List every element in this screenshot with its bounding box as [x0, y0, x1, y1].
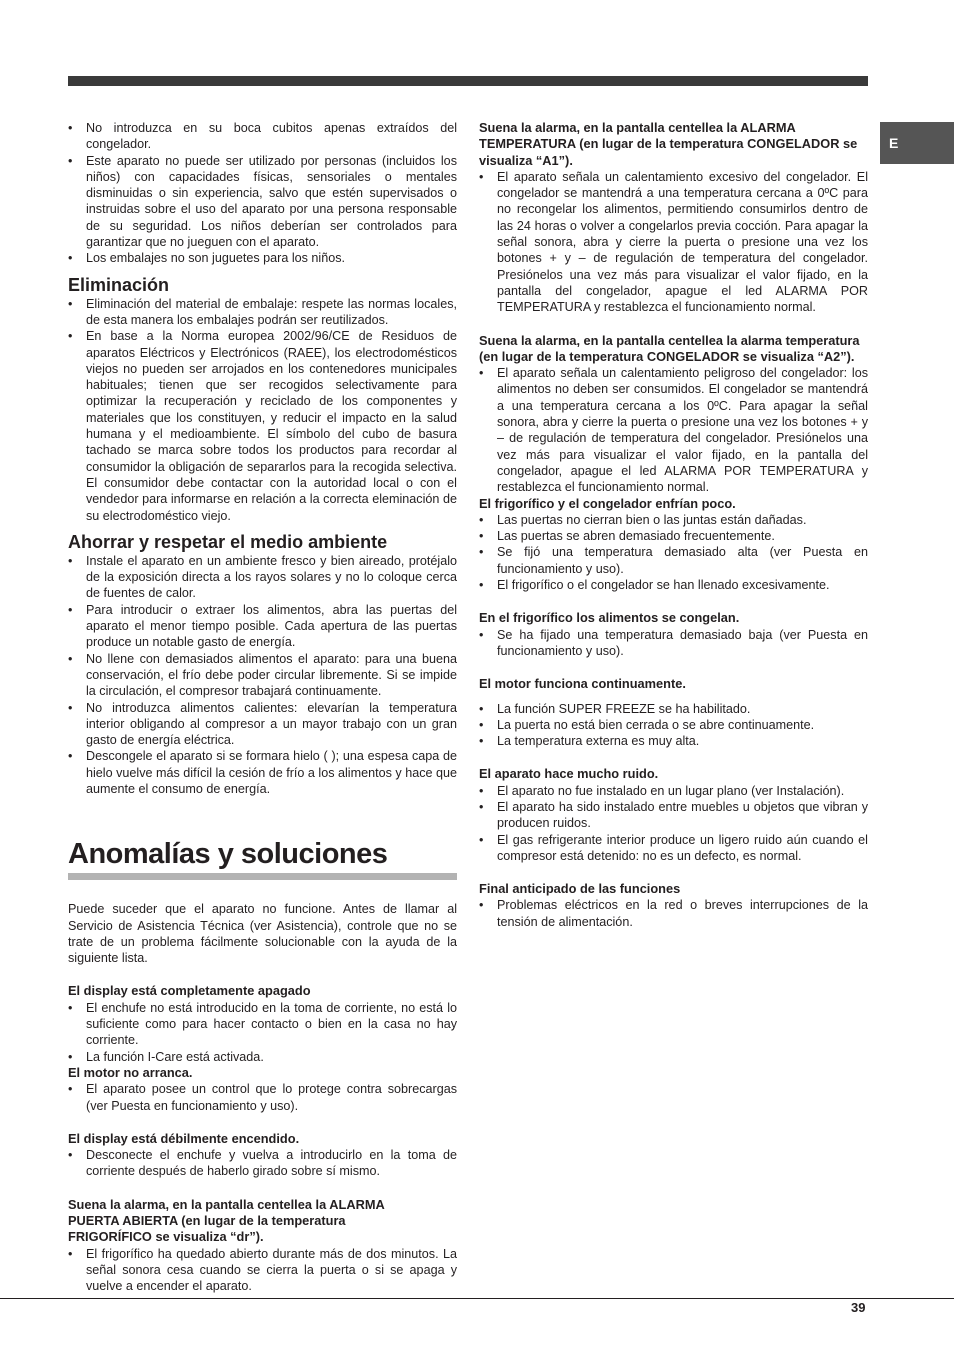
page-number: 39 — [851, 1300, 866, 1315]
list-item: • La función SUPER FREEZE se ha habilitado. — [479, 701, 868, 717]
list-item: • El enchufe no está introducido en la toma de corriente, no está lo suficiente como para hacer contacto o bien en la casa no hay corriente. — [68, 1000, 457, 1049]
list-item: • Descongele el aparato si se formara hielo ( ); una espesa capa de hielo vuelve más difícil la cesión de frío a los alimentos y hace que aumente el consumo de energía. — [68, 748, 457, 797]
list-item: • No llene con demasiados alimentos el aparato: para una buena conservación, el frío debe poder circular libremente. Si se impide la circulación, el compresor trabajará continuamente. — [68, 651, 457, 700]
issue-final — [479, 881, 868, 930]
issue-title: El display está débilmente encendido. — [68, 1130, 300, 1146]
issue-title: Suena la alarma, en la pantalla centellea la alarma temperatura (en lugar de la temperatura CONGELADOR se visualiza “A2”). — [479, 332, 860, 364]
section-title-eliminacion: Eliminación — [68, 274, 170, 295]
list-item: • No introduzca en su boca cubitos apenas extraídos del congelador. — [68, 120, 457, 153]
issue-list — [68, 1147, 457, 1180]
page-title: Anomalías y soluciones — [68, 838, 388, 871]
list-item: • El gas refrigerante interior produce un ligero ruido aún cuando el compresor está detenido: no es un defecto, es normal. — [479, 832, 868, 865]
issue-title: El frigorífico y el congelador enfrían poco. — [479, 495, 736, 511]
issue-title: Final anticipado de las funciones — [479, 881, 681, 897]
issue-motor-no — [68, 1065, 457, 1114]
list-item: • Las puertas no cierran bien o las juntas están dañadas. — [479, 512, 868, 528]
list-item: • No introduzca alimentos calientes: elevarían la temperatura interior obligando al compresor a un mayor trabajo con un gran gasto de energía eléctrica. — [68, 700, 457, 749]
footer-rule — [0, 1298, 954, 1299]
title-underline — [68, 873, 457, 880]
issue-noise — [479, 766, 868, 864]
issue-list — [479, 897, 868, 930]
issue-alarm-a1 — [479, 120, 868, 316]
issue-title: El motor funciona continuamente. — [479, 676, 686, 692]
list-item: • Se ha fijado una temperatura demasiado baja (ver Puesta en funcionamiento y uso). — [479, 627, 868, 660]
list-item: • En base a la Norma europea 2002/96/CE de Residuos de aparatos Eléctricos y Electrónicos (RAEE), los electrodomésticos viejos no pueden ser arrojados en los contenedores municipales habituales; tienen que ser recogidos selectivamente para optimizar la recuperación y reciclado de los componentes y materiales que los constituyen, y reducir el impacto en la salud humana y el medioambiente. El símbolo del cubo de basura tachado se marca sobre todos los productos para recordar al consumidor la obligación de separarlos para la recogida selectiva. El consumidor debe contactar con la autoridad local o con el vendedor para informarse en relación a la correcta eleminación de su electrodoméstico viejo. — [68, 328, 457, 524]
list-item: • El aparato ha sido instalado entre muebles u objetos que vibran y producen ruidos. — [479, 799, 868, 832]
issue-freeze — [479, 610, 868, 659]
issue-list — [68, 1000, 457, 1065]
list-item: • La función I-Care está activada. — [68, 1049, 457, 1065]
right-column — [479, 120, 868, 930]
list-item: • Las puertas se abren demasiado frecuentemente. — [479, 528, 868, 544]
list-item: • Se fijó una temperatura demasiado alta (ver Puesta en funcionamiento y uso). — [479, 544, 868, 577]
issue-alarm-door — [68, 1197, 457, 1295]
issue-title: En el frigorífico los alimentos se congelan. — [479, 610, 740, 626]
issue-title: Suena la alarma, en la pantalla centellea la ALARMA TEMPERATURA (en lugar de la temperatura CONGELADOR se visualiza “A1”). — [479, 120, 858, 168]
spacer — [479, 693, 868, 701]
section-title-ahorrar: Ahorrar y respetar el medio ambiente — [68, 531, 388, 552]
issue-list — [479, 783, 868, 864]
issue-list — [479, 627, 868, 660]
anomalias-intro: Puede suceder que el aparato no funcione. Antes de llamar al Servicio de Asistencia Técnica (ver Asistencia), controle que no se trate de un problema fácilmente solucionable con la ayuda de la siguiente lista. — [68, 902, 457, 966]
header-rule — [68, 76, 868, 86]
list-item: • Desconecte el enchufe y vuelva a introducirlo en la toma de corriente después de haberlo girado sobre sí mismo. — [68, 1147, 457, 1180]
issue-title: El display está completamente apagado — [68, 983, 311, 999]
list-item: • Para introducir o extraer los alimentos, abra las puertas del aparato el menor tiempo posible. Cada apertura de las puertas produce un notable gasto de energía. — [68, 602, 457, 651]
issue-list — [479, 365, 868, 495]
list-item: • Problemas eléctricos en la red o breves interrupciones de la tensión de alimentación. — [479, 897, 868, 930]
left-column — [68, 120, 457, 1295]
list-item: • Eliminación del material de embalaje: respete las normas locales, de esta manera los embalajes podrán ser reutilizados. — [68, 296, 457, 329]
issue-list — [68, 1081, 457, 1114]
issue-motor-cont — [479, 676, 868, 749]
issue-title: Suena la alarma, en la pantalla centellea la ALARMA PUERTA ABIERTA (en lugar de la temperatura FRIGORÍFICO se visualiza “dr”). — [68, 1196, 385, 1245]
intro-list — [68, 120, 457, 267]
list-item: • El aparato no fue instalado en un lugar plano (ver Instalación). — [479, 783, 868, 799]
anomalias-heading — [68, 837, 457, 880]
issue-list — [479, 512, 868, 593]
list-item: • Este aparato no puede ser utilizado por personas (incluidos los niños) con capacidades físicas, sensoriales o mentales disminuidas o sin experiencia, salvo que estén supervisados o instruidas sobre el uso del aparato por una persona responsable de su seguridad. Los niños deberían ser controlados para garantizar que no jueguen con el aparato. — [68, 153, 457, 251]
issue-cool — [479, 496, 868, 594]
issue-display-off — [68, 983, 457, 1064]
list-item: • La puerta no está bien cerrada o se abre continuamente. — [479, 717, 868, 733]
list-item: • El aparato posee un control que lo protege contra sobrecargas (ver Puesta en funcionamiento y uso). — [68, 1081, 457, 1114]
list-item: • El frigorífico ha quedado abierto durante más de dos minutos. La señal sonora cesa cuando se cierra la puerta o si se apaga y vuelve a encender el aparato. — [68, 1246, 457, 1295]
list-item: • El aparato señala un calentamiento excesivo del congelador. El congelador se mantendrá a una temperatura cercana a 0ºC para no recongelar los alimentos, permitiendo consumirlos dentro de las 24 horas o volver a congelarlos previa cocción. Para apagar la señal sonora, abra y cierre la puerta o presione una vez los botones + y – de regulación de temperatura del congelador. Presiónelos una vez más para visualizar el valor fijado, en la pantalla del congelador, apague el led ALARMA POR TEMPERATURA y restablezca el funcionamiento normal. — [479, 169, 868, 316]
issue-list — [68, 1246, 457, 1295]
list-item: • La temperatura externa es muy alta. — [479, 733, 868, 749]
issue-alarm-a2 — [479, 333, 868, 496]
issue-list — [479, 169, 868, 316]
ahorrar-list — [68, 553, 457, 797]
issue-title: El motor no arranca. — [68, 1064, 193, 1080]
eliminacion-list — [68, 296, 457, 524]
issue-display-dim — [68, 1131, 457, 1180]
language-tab: E — [880, 122, 954, 164]
list-item: • El aparato señala un calentamiento peligroso del congelador: los alimentos no deben ser consumidos. El congelador se mantendrá a una temperatura cercana a los 0ºC. Para apagar la señal sonora, abra y cierre la puerta o presione una vez los botones + y – de regulación de temperatura del congelador. Presiónelos una vez más para visualizar el valor fijado, en la pantalla del congelador, apague el led ALARMA POR TEMPERATURA y restablezca el funcionamiento normal. — [479, 365, 868, 495]
list-item: • Instale el aparato en un ambiente fresco y bien aireado, protéjalo de la exposición directa a los rayos solares y no lo coloque cerca de fuentes de calor. — [68, 553, 457, 602]
issue-title: El aparato hace mucho ruido. — [479, 766, 659, 782]
list-item: • El frigorífico o el congelador se han llenado excesivamente. — [479, 577, 868, 593]
list-item: • Los embalajes no son juguetes para los niños. — [68, 250, 457, 266]
issue-list — [479, 701, 868, 750]
